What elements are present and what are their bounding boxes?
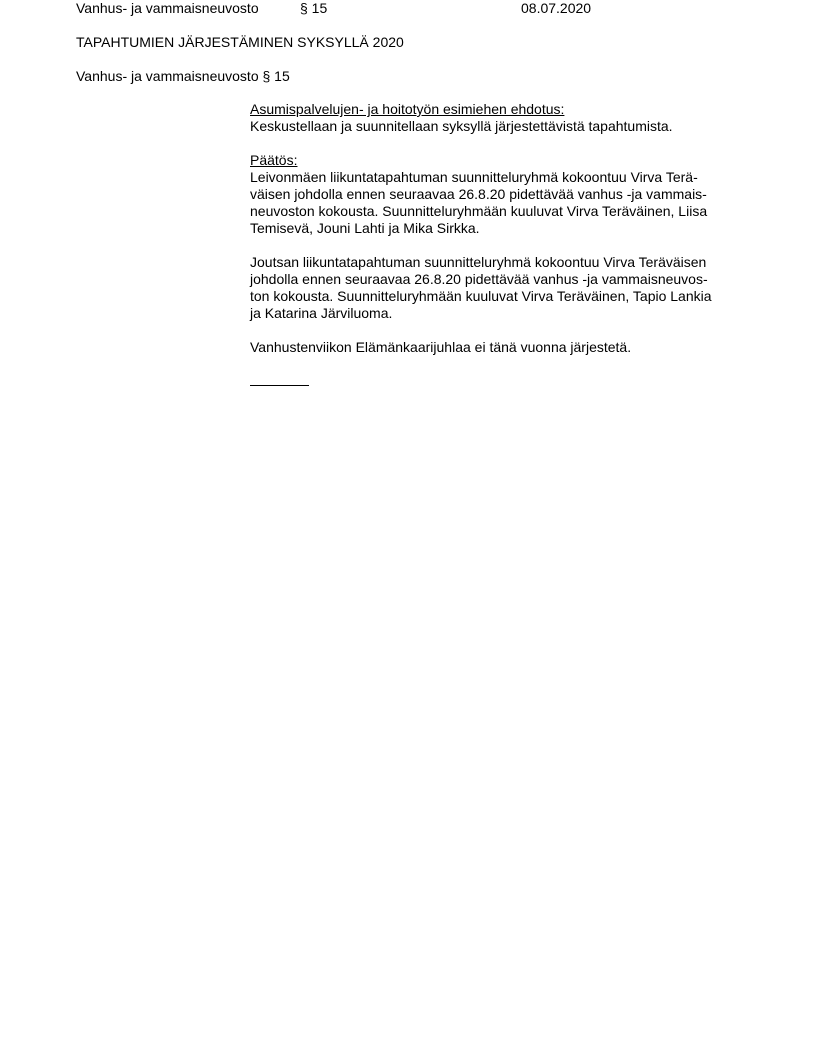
- decision-paragraph-1: [250, 169, 750, 237]
- decision-heading: Päätös:: [250, 152, 298, 168]
- text-line: Temisevä, Jouni Lahti ja Mika Sirkka.: [250, 220, 480, 236]
- header-organization: Vanhus- ja vammaisneuvosto: [76, 0, 259, 16]
- text-line: johdolla ennen seuraavaa 26.8.20 pidettävää vanhus -ja vammaisneuvos-: [250, 271, 708, 287]
- text-line: Leivonmäen liikuntatapahtuman suunnitteluryhmä kokoontuu Virva Terä-: [250, 169, 698, 185]
- document-body: [250, 101, 750, 386]
- text-line: neuvoston kokousta. Suunnitteluryhmään kuuluvat Virva Teräväinen, Liisa: [250, 203, 708, 219]
- decision-paragraph-3: Vanhustenviikon Elämänkaarijuhlaa ei tänä vuonna järjestetä.: [250, 339, 632, 355]
- text-line: ton kokousta. Suunnitteluryhmään kuuluvat Virva Teräväinen, Tapio Lankia: [250, 288, 712, 304]
- signature-line: [250, 385, 309, 386]
- text-line: ja Katarina Järviluoma.: [250, 305, 393, 321]
- header-section: § 15: [300, 0, 328, 16]
- proposal-text: Keskustellaan ja suunnitellaan syksyllä järjestettävistä tapahtumista.: [250, 118, 673, 134]
- document-title: TAPAHTUMIEN JÄRJESTÄMINEN SYKSYLLÄ 2020: [76, 34, 404, 50]
- text-line: Joutsan liikuntatapahtuman suunnitteluryhmä kokoontuu Virva Teräväisen: [250, 254, 707, 270]
- document-reference: Vanhus- ja vammaisneuvosto § 15: [76, 68, 290, 84]
- decision-paragraph-2: [250, 254, 750, 322]
- header-date: 08.07.2020: [521, 0, 592, 16]
- proposal-heading: Asumispalvelujen- ja hoitotyön esimiehen ehdotus:: [250, 101, 565, 117]
- text-line: väisen johdolla ennen seuraavaa 26.8.20 pidettävää vanhus -ja vammais-: [250, 186, 707, 202]
